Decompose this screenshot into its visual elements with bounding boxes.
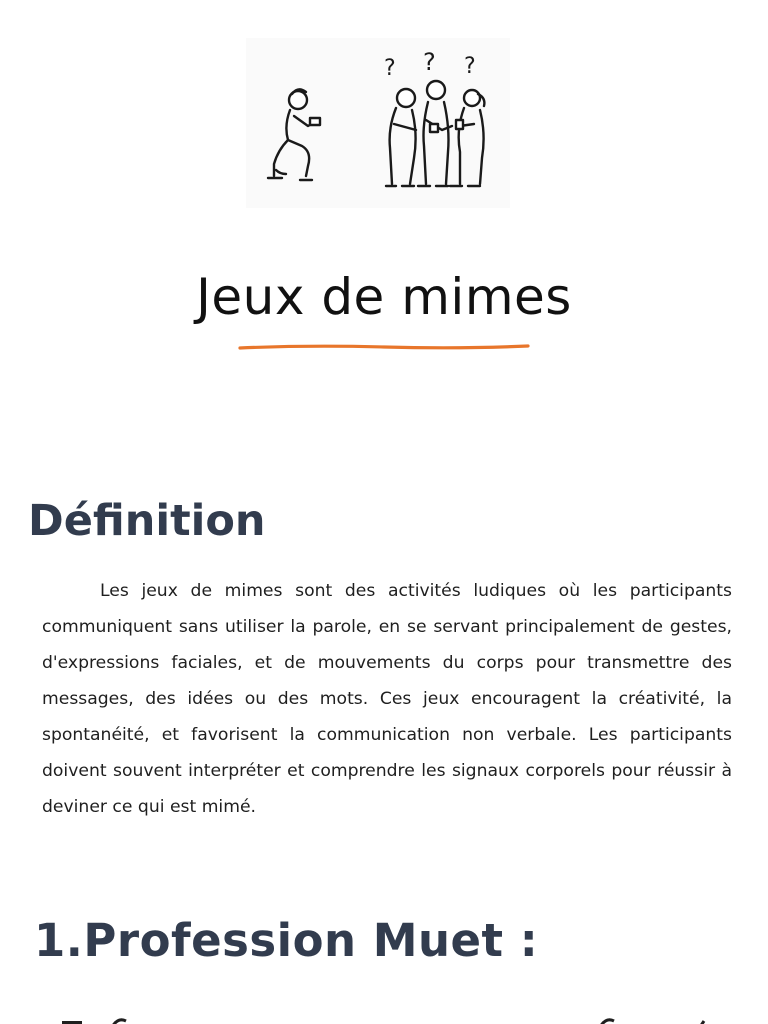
profession-heading: 1.Profession Muet : <box>34 914 539 967</box>
question-mark-2: ? <box>423 48 436 76</box>
cut-off-text-line <box>60 1012 720 1024</box>
question-mark-1: ? <box>384 56 396 81</box>
definition-heading: Définition <box>28 496 266 546</box>
page-title: Jeux de mimes <box>196 268 572 326</box>
question-mark-3: ? <box>464 54 476 79</box>
definition-paragraph: Les jeux de mimes sont des activités ludiques où les participants communiquent sans utiliser la parole, en se servant principalement de gestes, d'expressions faciales, et de mouvements du corps pour transmettre des messages, des idées ou des mots. Ces jeux encouragent la créativité, la spontanéité, et favorisent la communication non verbale. Les participants doivent souvent interpréter et comprendre les signaux corporels pour réussir à deviner ce qui est mimé. <box>42 581 732 817</box>
mime-illustration <box>246 38 510 208</box>
title-underline <box>238 343 530 351</box>
